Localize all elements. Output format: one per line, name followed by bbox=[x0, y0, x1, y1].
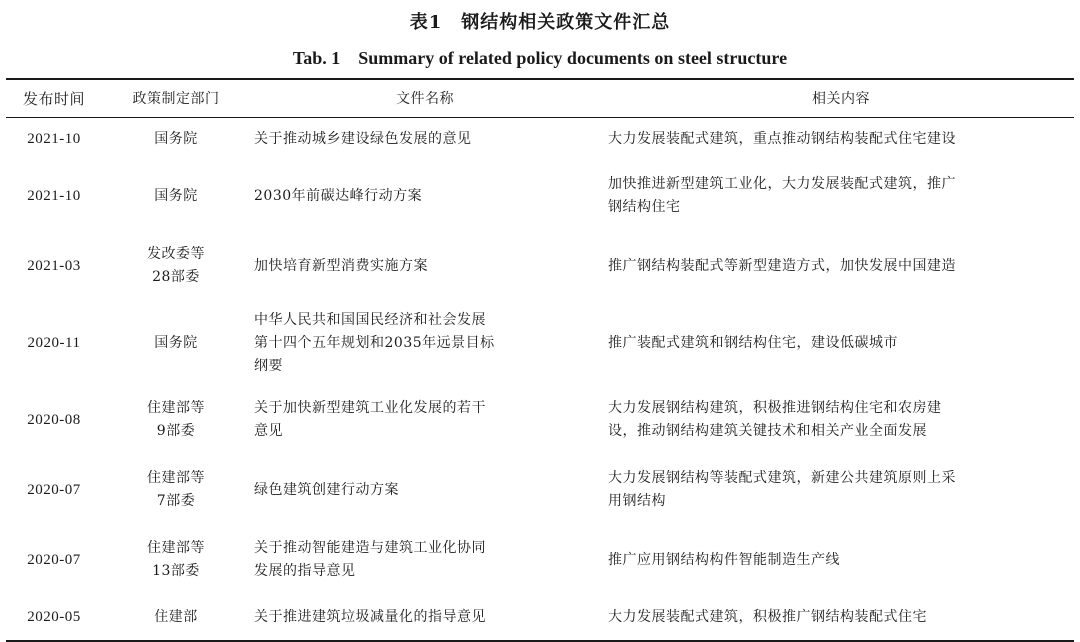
table-body bbox=[6, 117, 1074, 641]
cell-doc-line: 第十四个五年规划和2035年远景目标 bbox=[254, 334, 495, 351]
cell-doc-line: 关于推动城乡建设绿色发展的意见 bbox=[254, 130, 472, 147]
cell-content-line: 大力发展钢结构建筑，积极推进钢结构住宅和农房建 bbox=[608, 400, 942, 416]
cell-doc-line: 关于加快新型建筑工业化发展的若干 bbox=[254, 400, 486, 416]
cell-content bbox=[604, 455, 1074, 525]
cell-content-line: 推广应用钢结构构件智能制造生产线 bbox=[608, 551, 840, 568]
table-row bbox=[6, 231, 1074, 301]
cell-content bbox=[604, 525, 1074, 595]
cell-dept-line: 住建部等 bbox=[147, 540, 205, 556]
table-row bbox=[6, 161, 1074, 231]
cell-doc-line: 2030年前碳达峰行动方案 bbox=[254, 187, 423, 204]
cell-dept-line: 住建部等 bbox=[147, 470, 205, 486]
cell-content-line: 大力发展装配式建筑，积极推广钢结构装配式住宅 bbox=[608, 609, 927, 625]
cell-date: 2021-03 bbox=[27, 257, 81, 274]
cell-content-line: 加快推进新型建筑工业化，大力发展装配式建筑，推广 bbox=[608, 176, 956, 192]
cell-content bbox=[604, 595, 1074, 641]
cell-dept-line: 国务院 bbox=[154, 334, 198, 351]
cell-dept-line: 国务院 bbox=[154, 187, 198, 204]
cell-doc bbox=[250, 161, 604, 231]
cell-doc bbox=[250, 595, 604, 641]
cell-content bbox=[604, 161, 1074, 231]
cell-dept-line: 28部委 bbox=[152, 269, 200, 285]
cell-doc-line: 发展的指导意见 bbox=[254, 563, 356, 579]
cell-doc bbox=[250, 301, 604, 385]
cell-content bbox=[604, 385, 1074, 455]
cell-content bbox=[604, 301, 1074, 385]
cell-content-line: 推广钢结构装配式等新型建造方式，加快发展中国建造 bbox=[608, 257, 956, 274]
col-header-date: 发布时间 bbox=[6, 79, 102, 117]
cell-dept bbox=[102, 301, 250, 385]
cell-date: 2020-05 bbox=[6, 595, 102, 641]
cell-dept-line: 住建部 bbox=[154, 609, 198, 625]
header-row bbox=[6, 79, 1074, 117]
cell-dept bbox=[102, 525, 250, 595]
cell-doc bbox=[250, 385, 604, 455]
cell-dept bbox=[102, 385, 250, 455]
cell-date: 2021-10 bbox=[27, 130, 81, 147]
cell-content-line: 大力发展装配式建筑，重点推动钢结构装配式住宅建设 bbox=[608, 130, 956, 147]
cell-date: 2020-08 bbox=[27, 411, 81, 428]
cell-dept bbox=[102, 117, 250, 161]
col-header-doc: 文件名称 bbox=[250, 79, 604, 117]
cell-content-line: 设，推动钢结构建筑关键技术和相关产业全面发展 bbox=[608, 423, 927, 439]
cell-dept-line: 住建部等 bbox=[147, 400, 205, 416]
cell-content bbox=[604, 231, 1074, 301]
col-header-content: 相关内容 bbox=[604, 79, 1074, 117]
table-row bbox=[6, 117, 1074, 161]
cell-doc bbox=[250, 525, 604, 595]
cell-doc-line: 绿色建筑创建行动方案 bbox=[254, 481, 399, 498]
cell-doc-line: 加快培育新型消费实施方案 bbox=[254, 257, 428, 274]
cell-dept bbox=[102, 595, 250, 641]
cell-doc-line: 关于推动智能建造与建筑工业化协同 bbox=[254, 540, 486, 556]
cell-doc-line: 中华人民共和国国民经济和社会发展 bbox=[254, 311, 486, 328]
cell-dept bbox=[102, 455, 250, 525]
cell-doc bbox=[250, 117, 604, 161]
cell-date: 2020-07 bbox=[27, 481, 81, 498]
cell-date: 2020-11 bbox=[27, 334, 81, 351]
cell-dept-line: 国务院 bbox=[154, 130, 198, 147]
table-row bbox=[6, 385, 1074, 455]
cell-content-line: 大力发展钢结构等装配式建筑，新建公共建筑原则上采 bbox=[608, 470, 956, 486]
policy-table bbox=[6, 78, 1074, 642]
table-row bbox=[6, 455, 1074, 525]
cell-dept bbox=[102, 161, 250, 231]
cell-doc-line: 关于推进建筑垃圾减量化的指导意见 bbox=[254, 609, 486, 625]
cell-dept-line: 发改委等 bbox=[147, 246, 205, 262]
table-title-en: Tab. 1 Summary of related policy documents on steel structure bbox=[292, 48, 788, 68]
cell-date: 2021-10 bbox=[27, 187, 81, 204]
cell-doc-line: 纲要 bbox=[254, 357, 283, 374]
cell-content-line: 推广装配式建筑和钢结构住宅，建设低碳城市 bbox=[608, 334, 898, 351]
cell-doc bbox=[250, 231, 604, 301]
table-row bbox=[6, 301, 1074, 385]
cell-dept-line: 13部委 bbox=[152, 563, 200, 579]
col-header-dept: 政策制定部门 bbox=[102, 79, 250, 117]
table-title-cn: 表1 钢结构相关政策文件汇总 bbox=[409, 12, 671, 33]
cell-date: 2020-07 bbox=[27, 551, 81, 568]
table-row bbox=[6, 525, 1074, 595]
cell-doc-line: 意见 bbox=[254, 423, 283, 439]
cell-content bbox=[604, 117, 1074, 161]
cell-dept bbox=[102, 231, 250, 301]
table-row bbox=[6, 595, 1074, 641]
cell-dept-line: 9部委 bbox=[156, 423, 196, 439]
cell-dept-line: 7部委 bbox=[156, 493, 196, 509]
cell-content-line: 用钢结构 bbox=[608, 493, 666, 509]
cell-content-line: 钢结构住宅 bbox=[608, 199, 681, 215]
cell-doc bbox=[250, 455, 604, 525]
